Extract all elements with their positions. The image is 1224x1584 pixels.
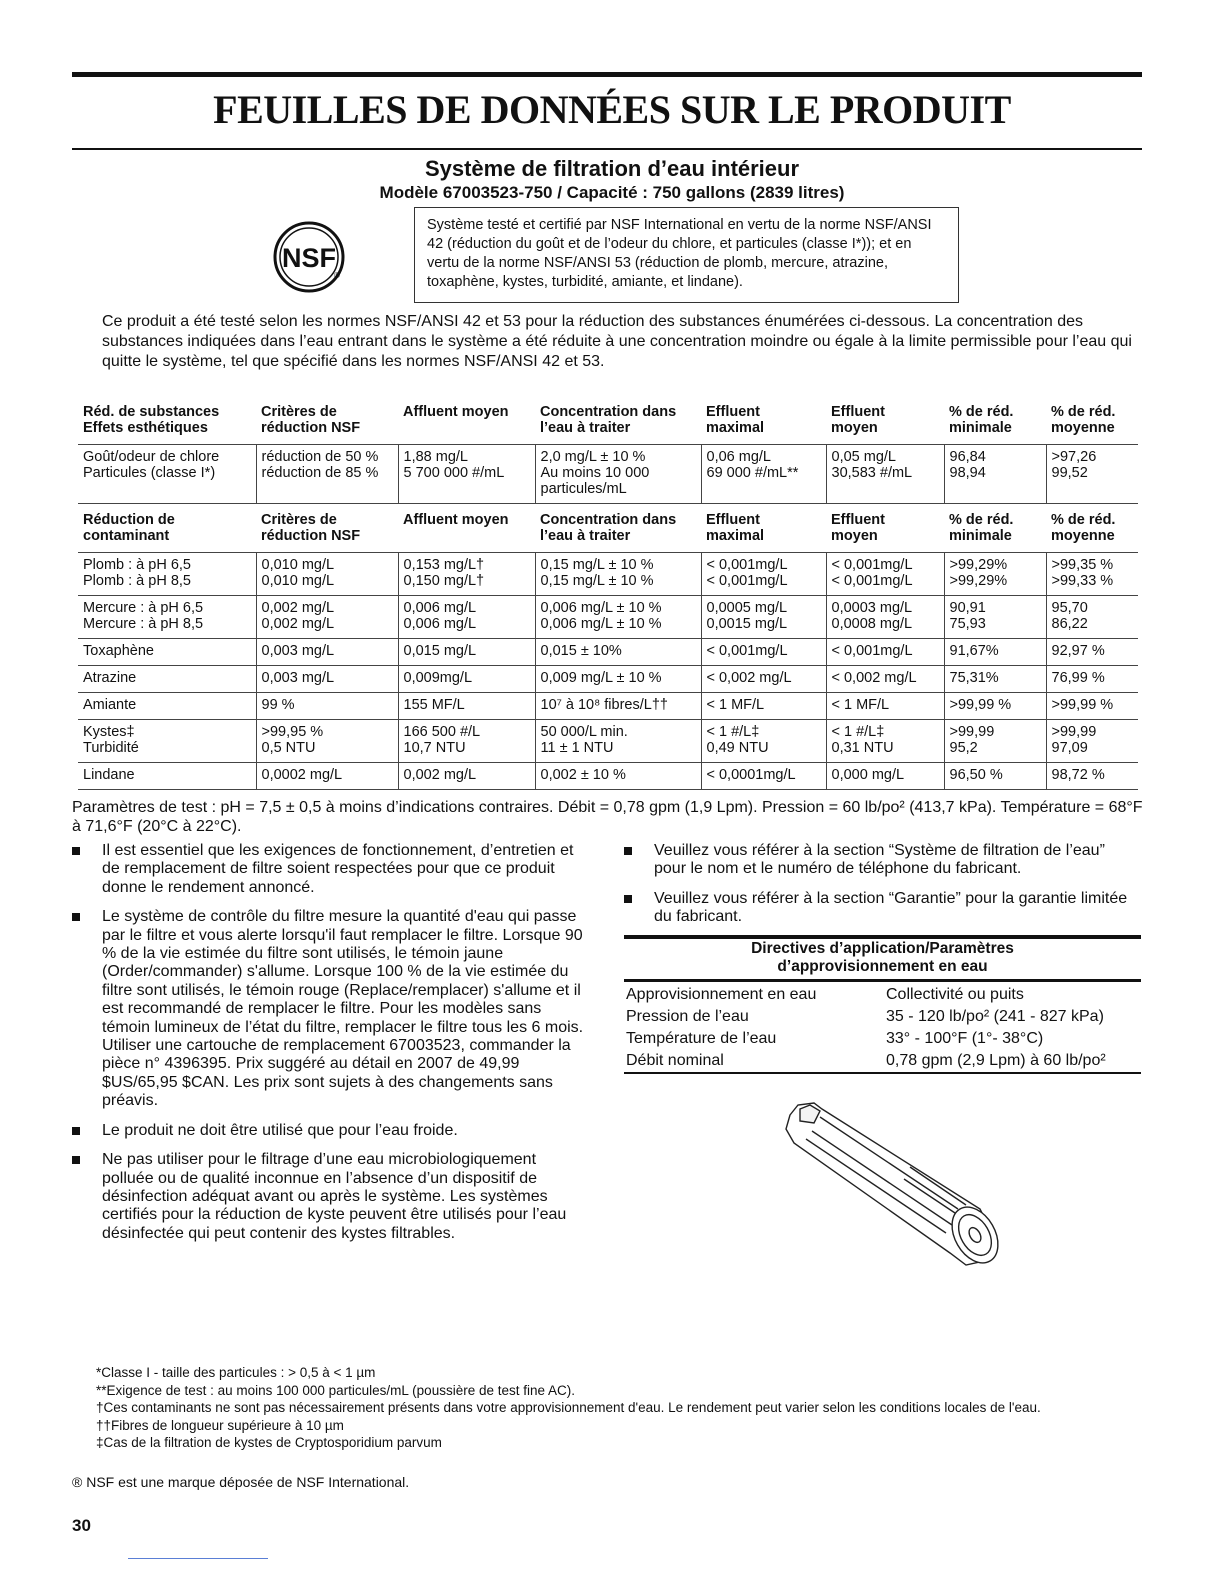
table-cell: >97,26 99,52 — [1046, 445, 1138, 504]
table-row — [78, 553, 1138, 596]
table-cell: 91,67% — [944, 639, 1046, 666]
table-cell: >99,99 % — [1046, 693, 1138, 720]
table-cell: 0,15 mg/L ± 10 % 0,15 mg/L ± 10 % — [535, 553, 701, 596]
table-header-cell: Effluent maximal — [701, 504, 826, 553]
table-cell: 75,31% — [944, 666, 1046, 693]
page-title: FEUILLES DE DONNÉES SUR LE PRODUIT — [213, 87, 1011, 132]
link-underline — [128, 1558, 268, 1559]
table-header-cell: Critères de réduction NSF — [261, 404, 361, 436]
bullet-item: Veuillez vous référer à la section “Système de filtration de l’eau” pour le nom et le numéro de téléphone du fabricant. — [624, 842, 1136, 879]
table-header-cell: Réduction de contaminant — [78, 504, 256, 553]
directive-label: Pression de l’eau — [626, 1008, 749, 1025]
table-cell: < 0,002 mg/L — [826, 666, 944, 693]
directive-value: 35 - 120 lb/po² (241 - 827 kPa) — [886, 1008, 1104, 1025]
table-header-cell: Effluent maximal — [706, 404, 765, 436]
table-cell: 166 500 #/L 10,7 NTU — [398, 720, 535, 763]
nsf-logo — [272, 220, 346, 294]
bullet-item: Le produit ne doit être utilisé que pour l’eau froide. — [72, 1122, 592, 1140]
bullet-icon — [72, 1127, 80, 1135]
table-cell: Lindane — [78, 763, 256, 790]
substances-table — [78, 402, 1138, 790]
table-cell: 0,003 mg/L — [256, 666, 398, 693]
table-cell: < 0,001mg/L — [701, 639, 826, 666]
footnote: †Ces contaminants ne sont pas nécessairement présents dans votre approvisionnement d'eau. Le rendement peut varier selon les conditions locales de l'eau. — [96, 1400, 1041, 1415]
filter-cartridge-image — [770, 1093, 1020, 1273]
table-header-cell: % de réd. minimale — [949, 404, 1014, 436]
test-parameters: Paramètres de test : pH = 7,5 ± 0,5 à moins d’indications contraires. Débit = 0,78 gpm (1,9 Lpm). Pression = 60 lb/po² (413,7 kPa). Température = 68°F à 71,6°F (20°C à 22°C). — [72, 799, 1143, 835]
table-cell: 0,000 mg/L — [826, 763, 944, 790]
right-bullet-list — [624, 842, 1136, 938]
table-cell: 96,50 % — [944, 763, 1046, 790]
table-cell: >99,99 97,09 — [1046, 720, 1138, 763]
table-header-row — [78, 402, 1138, 445]
bullet-icon — [72, 913, 80, 921]
table-cell: 0,153 mg/L† 0,150 mg/L† — [398, 553, 535, 596]
table-cell: 1,88 mg/L 5 700 000 #/mL — [398, 445, 535, 504]
table-cell: Atrazine — [78, 666, 256, 693]
directive-value: Collectivité ou puits — [886, 986, 1024, 1003]
table-cell: Amiante — [78, 693, 256, 720]
table-row — [78, 720, 1138, 763]
footnote: *Classe I - taille des particules : > 0,5 à < 1 µm — [96, 1365, 376, 1380]
table-header-cell: Affluent moyen — [403, 404, 509, 420]
table-cell: 96,84 98,94 — [944, 445, 1046, 504]
directives-row — [624, 1050, 1141, 1072]
directives-bottom-rule — [624, 1072, 1141, 1074]
table-cell: 0,015 mg/L — [398, 639, 535, 666]
left-bullet-list — [72, 842, 592, 1254]
table-cell: >99,99 % — [944, 693, 1046, 720]
table-cell: 50 000/L min. 11 ± 1 NTU — [535, 720, 701, 763]
bullet-item: Le système de contrôle du filtre mesure la quantité d'eau qui passe par le filtre et vous alerte lorsqu'il faut remplacer le filtre. Lorsque 90 % de la vie estimée du filtre sont utilisés, le témoin jaune (Order/commander) s'allume. Lorsque 100 % de la vie estimée du filtre sont utilisés, le témoin rouge (Replace/remplacer) s'allume et il est recommandé de remplacer le filtre. Pour les modèles sans témoin lumineux de l’état du filtre, remplacer le filtre tous les 6 mois. Utiliser une cartouche de remplacement 67003523, commander la pièce n° 4396395. Prix suggéré au détail en 2007 de 49,99 $US/65,95 $CAN. Les prix sont sujets à des changements sans préavis. — [72, 908, 592, 1110]
table-cell: réduction de 50 % réduction de 85 % — [256, 445, 398, 504]
footnote: ‡Cas de la filtration de kystes de Cryptosporidium parvum — [96, 1435, 442, 1450]
table-cell: < 1 MF/L — [701, 693, 826, 720]
footnote: **Exigence de test : au moins 100 000 particules/mL (poussière de test fine AC). — [96, 1382, 576, 1398]
top-rule-thick — [72, 72, 1142, 77]
directive-label: Température de l’eau — [626, 1030, 777, 1047]
intro-paragraph: Ce produit a été testé selon les normes NSF/ANSI 42 et 53 pour la réduction des substances énumérées ci-dessous. La concentration des substances indiquées dans l’eau entrant dans le système a été réduite à une concentration moindre ou égale à la limite permissible pour l’eau qui quitte le système, tel que spécifié dans les normes NSF/ANSI 42 et 53. — [102, 313, 1132, 370]
table-row — [78, 693, 1138, 720]
footnotes — [88, 1364, 1128, 1452]
table-cell: < 0,001mg/L — [826, 639, 944, 666]
table-row — [78, 596, 1138, 639]
table-row — [78, 666, 1138, 693]
table-cell: 98,72 % — [1046, 763, 1138, 790]
table-cell: 0,006 mg/L ± 10 % 0,006 mg/L ± 10 % — [535, 596, 701, 639]
table-cell: < 1 MF/L — [826, 693, 944, 720]
table-cell: 0,006 mg/L 0,006 mg/L — [398, 596, 535, 639]
directives-row — [624, 1028, 1141, 1050]
table-cell: 0,003 mg/L — [256, 639, 398, 666]
footnote: ††Fibres de longueur supérieure à 10 µm — [96, 1417, 344, 1433]
bullet-item: Ne pas utiliser pour le filtrage d’une eau microbiologiquement polluée ou de qualité inconnue en l’absence d’un dispositif de désinfection adéquat avant ou après le système. Les systèmes certifiés pour la réduction de kyste peuvent être utilisés pour l’eau désinfectée qui peut contenir des kystes filtrables. — [72, 1151, 592, 1243]
table-cell: 0,002 mg/L — [398, 763, 535, 790]
table-cell: 92,97 % — [1046, 639, 1138, 666]
table-cell: 155 MF/L — [398, 693, 535, 720]
table-cell: 0,002 ± 10 % — [535, 763, 701, 790]
table-row — [78, 445, 1138, 504]
bullet-icon — [624, 847, 632, 855]
table-cell: Kystes‡ Turbidité — [78, 720, 256, 763]
table-header-cell: % de réd. minimale — [944, 504, 1046, 553]
trademark-note: ® NSF est une marque déposée de NSF International. — [72, 1474, 410, 1490]
table-cell: < 0,001mg/L < 0,001mg/L — [826, 553, 944, 596]
directives-row — [624, 1006, 1141, 1028]
table-cell: 0,015 ± 10% — [535, 639, 701, 666]
table-cell: >99,29% >99,29% — [944, 553, 1046, 596]
table-cell: < 0,001mg/L < 0,001mg/L — [701, 553, 826, 596]
directive-value: 33° - 100°F (1°- 38°C) — [886, 1030, 1044, 1047]
bullet-icon — [72, 1156, 80, 1164]
table-row — [78, 763, 1138, 790]
table-cell: 2,0 mg/L ± 10 % Au moins 10 000 particules/mL — [535, 445, 701, 504]
directive-value: 0,78 gpm (2,9 Lpm) à 60 lb/po² — [886, 1052, 1106, 1069]
table-cell: 0,010 mg/L 0,010 mg/L — [256, 553, 398, 596]
nsf-certification-box: Système testé et certifié par NSF International en vertu de la norme NSF/ANSI 42 (réduction du goût et de l’odeur du chlore, et particules (classe I*)); et en vertu de la norme NSF/ANSI 53 (réduction de plomb, mercure, atrazine, toxaphène, kystes, turbidité, amiante, et lindane). — [414, 207, 959, 303]
page-number: 30 — [72, 1516, 91, 1535]
table-cell: < 0,002 mg/L — [701, 666, 826, 693]
table-cell: 0,0005 mg/L 0,0015 mg/L — [701, 596, 826, 639]
table-cell: >99,95 % 0,5 NTU — [256, 720, 398, 763]
bullet-item: Veuillez vous référer à la section “Garantie” pour la garantie limitée du fabricant. — [624, 890, 1136, 927]
title-rule — [72, 148, 1142, 150]
table-cell: 10⁷ à 10⁸ fibres/L†† — [535, 693, 701, 720]
bullet-item: Il est essentiel que les exigences de fonctionnement, d’entretien et de remplacement de filtre soient respectées pour que ce produit donne le rendement annoncé. — [72, 842, 592, 897]
table-header-cell: % de réd. moyenne — [1051, 404, 1116, 436]
table-cell: < 0,0001mg/L — [701, 763, 826, 790]
table-cell: >99,99 95,2 — [944, 720, 1046, 763]
table-cell: Mercure : à pH 6,5 Mercure : à pH 8,5 — [78, 596, 256, 639]
table-header-cell: Réd. de substances Effets esthétiques — [83, 404, 220, 436]
table-cell: 0,05 mg/L 30,583 #/mL — [826, 445, 944, 504]
table-cell: 99 % — [256, 693, 398, 720]
nsf-logo-text: NSF — [282, 243, 336, 273]
table-cell: >99,35 % >99,33 % — [1046, 553, 1138, 596]
svg-text:®: ® — [334, 271, 340, 280]
directives-row — [624, 984, 1141, 1006]
system-title: Système de filtration d’eau intérieur — [424, 156, 800, 181]
table-header-cell: Effluent moyen — [826, 504, 944, 553]
directives-top-rule — [624, 935, 1141, 939]
table-cell: 95,70 86,22 — [1046, 596, 1138, 639]
table-cell: < 1 #/L‡ 0,49 NTU — [701, 720, 826, 763]
table-cell: < 1 #/L‡ 0,31 NTU — [826, 720, 944, 763]
table-header-cell: Concentration dans l’eau à traiter — [540, 404, 677, 436]
table-row — [78, 639, 1138, 666]
table-header-cell: % de réd. moyenne — [1046, 504, 1138, 553]
directives-table — [624, 984, 1141, 1072]
table-cell: 0,002 mg/L 0,002 mg/L — [256, 596, 398, 639]
table-header-cell: Critères de réduction NSF — [256, 504, 398, 553]
bullet-icon — [624, 895, 632, 903]
model-line: Modèle 67003523-750 / Capacité : 750 gallons (2839 litres) — [379, 183, 845, 202]
table-cell: 90,91 75,93 — [944, 596, 1046, 639]
directives-title: Directives d’application/Paramètres d’approvisionnement en eau — [751, 940, 1014, 975]
table-cell: 76,99 % — [1046, 666, 1138, 693]
table-cell: Toxaphène — [78, 639, 256, 666]
directive-label: Débit nominal — [626, 1052, 724, 1069]
table-cell: 0,009mg/L — [398, 666, 535, 693]
table-cell: 0,0003 mg/L 0,0008 mg/L — [826, 596, 944, 639]
table-cell: 0,009 mg/L ± 10 % — [535, 666, 701, 693]
table-header-cell: Affluent moyen — [398, 504, 535, 553]
directive-label: Approvisionnement en eau — [626, 986, 817, 1003]
bullet-icon — [72, 847, 80, 855]
table-cell: Goût/odeur de chlore Particules (classe I*) — [78, 445, 256, 504]
table-cell: 0,0002 mg/L — [256, 763, 398, 790]
table-header-cell: Concentration dans l’eau à traiter — [535, 504, 701, 553]
table-cell: 0,06 mg/L 69 000 #/mL** — [701, 445, 826, 504]
table-cell: Plomb : à pH 6,5 Plomb : à pH 8,5 — [78, 553, 256, 596]
directives-mid-rule — [624, 979, 1141, 982]
table-header-row — [78, 504, 1138, 553]
table-header-cell: Effluent moyen — [831, 404, 885, 436]
